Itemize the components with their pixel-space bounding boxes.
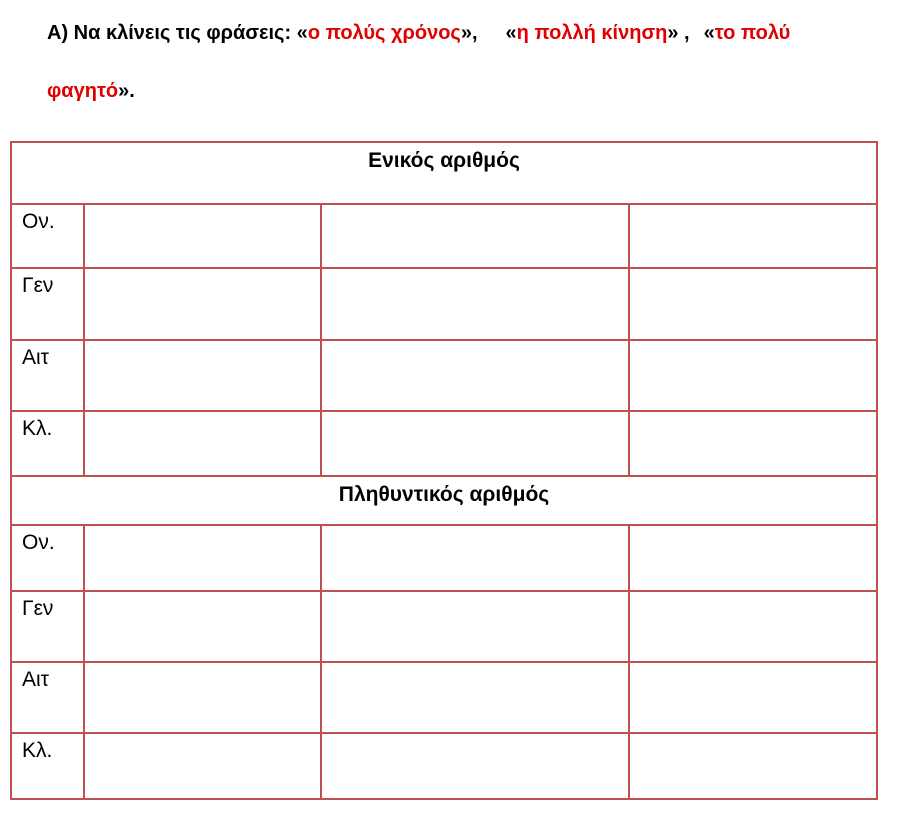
phrase-2-close: » , (667, 22, 690, 44)
case-label: Κλ. (11, 733, 84, 799)
table-row (11, 340, 877, 411)
table-row (11, 525, 877, 591)
case-label: Γεν (11, 591, 84, 662)
answer-cell[interactable] (629, 733, 877, 799)
instruction-text (47, 4, 867, 120)
singular-header-row (11, 142, 877, 204)
answer-cell[interactable] (321, 411, 629, 476)
answer-cell[interactable] (321, 204, 629, 268)
table-row (11, 662, 877, 733)
plural-header-row (11, 476, 877, 525)
case-label: Κλ. (11, 411, 84, 476)
phrase-2-open: « (505, 22, 517, 44)
answer-cell[interactable] (84, 411, 321, 476)
answer-cell[interactable] (629, 525, 877, 591)
case-label: Αιτ (11, 662, 84, 733)
answer-cell[interactable] (84, 733, 321, 799)
answer-cell[interactable] (629, 411, 877, 476)
case-label: Γεν (11, 268, 84, 340)
answer-cell[interactable] (321, 268, 629, 340)
phrase-1-close: », (460, 22, 478, 44)
answer-cell[interactable] (84, 268, 321, 340)
answer-cell[interactable] (629, 662, 877, 733)
phrase-3-close: ». (118, 80, 135, 102)
answer-cell[interactable] (321, 733, 629, 799)
declension-table (10, 141, 878, 800)
phrase-1: ο πολύς χρόνος (307, 22, 461, 44)
singular-header: Ενικός αριθμός (11, 142, 877, 204)
phrase-2: η πολλή κίνηση (516, 22, 668, 44)
phrase-3: το πολύ φαγητό (47, 22, 791, 102)
answer-cell[interactable] (321, 340, 629, 411)
table-row (11, 268, 877, 340)
answer-cell[interactable] (629, 591, 877, 662)
answer-cell[interactable] (629, 204, 877, 268)
answer-cell[interactable] (321, 662, 629, 733)
answer-cell[interactable] (321, 591, 629, 662)
answer-cell[interactable] (84, 591, 321, 662)
answer-cell[interactable] (629, 268, 877, 340)
case-label: Ον. (11, 204, 84, 268)
instruction-prefix: Α) Να κλίνεις τις φράσεις: « (47, 22, 308, 44)
answer-cell[interactable] (84, 662, 321, 733)
plural-header: Πληθυντικός αριθμός (11, 476, 877, 525)
case-label: Αιτ (11, 340, 84, 411)
table-row (11, 733, 877, 799)
table-row (11, 411, 877, 476)
case-label: Ον. (11, 525, 84, 591)
phrase-3-open: « (703, 22, 715, 44)
answer-cell[interactable] (321, 525, 629, 591)
table-row (11, 591, 877, 662)
table-row (11, 204, 877, 268)
answer-cell[interactable] (84, 340, 321, 411)
answer-cell[interactable] (84, 204, 321, 268)
answer-cell[interactable] (84, 525, 321, 591)
answer-cell[interactable] (629, 340, 877, 411)
